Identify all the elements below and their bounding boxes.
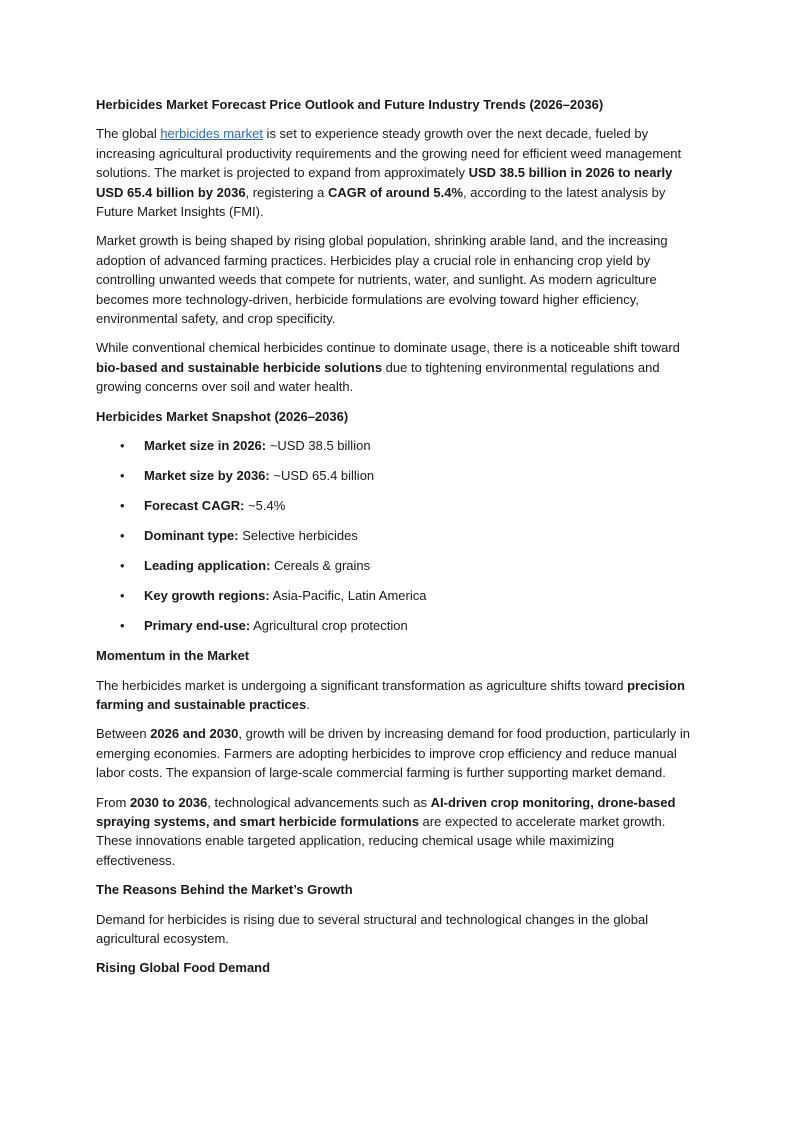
text-run: From [96, 794, 130, 810]
intro-paragraph-3 [96, 338, 696, 396]
text-run: . [306, 696, 310, 712]
momentum-paragraph-3 [96, 793, 696, 871]
rising-demand-heading: Rising Global Food Demand [96, 960, 271, 976]
bold-run: AI-driven crop monitoring, drone-based spraying systems, and smart herbicide formulations [96, 794, 676, 829]
bullet-icon: • [120, 528, 125, 544]
text-run: , growth will be driven by increasing demand for food production, particularly in emerging economies. Farmers are adopting herbicides to improve crop efficiency and reduce manual labor costs. The expansion of large-scale commercial farming is further supporting market demand. [96, 726, 691, 781]
snapshot-list [96, 436, 696, 635]
list-item [96, 556, 696, 575]
text-run: , technological advancements such as [207, 794, 431, 810]
bullet-icon: • [120, 618, 125, 634]
text-run: are expected to accelerate market growth. These innovations enable targeted application, reducing chemical usage while maximizing effectiveness. [96, 813, 666, 868]
text-run: The global [96, 126, 161, 142]
snapshot-label: Key growth regions: [144, 588, 270, 604]
text-run: due to tightening environmental regulations and growing concerns over soil and water health. [96, 359, 660, 395]
intro-paragraph-1 [96, 124, 696, 221]
bold-run: CAGR of around 5.4% [327, 184, 464, 200]
text-run: Between [96, 726, 151, 742]
document-title: Herbicides Market Forecast Price Outlook and Future Industry Trends (2026–2036) [96, 97, 604, 112]
momentum-heading: Momentum in the Market [96, 648, 250, 664]
snapshot-label: Market size by 2036: [144, 468, 270, 484]
snapshot-label: Forecast CAGR: [144, 498, 245, 514]
list-item [96, 616, 696, 635]
text-run: is set to experience steady growth over the next decade, fueled by increasing agricultural productivity requirements and the growing need for efficient weed management solutions. The market is projected to expand from approximately [96, 126, 682, 181]
snapshot-label: Dominant type: [144, 528, 239, 544]
text-run: , registering a [245, 184, 328, 200]
snapshot-label: Market size in 2026: [144, 438, 267, 454]
snapshot-value: Agricultural crop protection [250, 618, 408, 634]
list-item [96, 496, 696, 515]
snapshot-value: ~USD 65.4 billion [269, 468, 375, 484]
reasons-paragraph-1: Demand for herbicides is rising due to several structural and technological changes in the global agricultural ecosystem. [96, 911, 649, 946]
list-item [96, 526, 696, 545]
bold-run: bio-based and sustainable herbicide solutions [96, 359, 383, 375]
bold-run: precision farming and sustainable practices [96, 677, 685, 712]
bullet-icon: • [120, 468, 125, 484]
text-run: The herbicides market is undergoing a significant transformation as agriculture shifts toward [96, 677, 628, 693]
intro-paragraph-2: Market growth is being shaped by rising global population, shrinking arable land, and the increasing adoption of advanced farming practices. Herbicides play a crucial role in enhancing crop yield by controlling unwanted weeds that compete for nutrients, water, and sunlight. As modern agriculture becomes more technology-driven, herbicide formulations are evolving toward higher efficiency, environmental safety, and crop specificity. [96, 233, 668, 327]
snapshot-value: ~5.4% [244, 498, 286, 514]
bullet-icon: • [120, 438, 125, 454]
momentum-paragraph-1 [96, 676, 696, 715]
list-item [96, 436, 696, 455]
list-item [96, 466, 696, 485]
bullet-icon: • [120, 558, 125, 574]
bold-run: USD 38.5 billion in 2026 to nearly USD 65.4 billion by 2036 [96, 165, 673, 200]
bold-run: 2030 to 2036 [129, 794, 208, 810]
snapshot-label: Leading application: [144, 558, 271, 574]
snapshot-value: ~USD 38.5 billion [266, 438, 371, 454]
reasons-heading: The Reasons Behind the Market’s Growth [96, 882, 353, 898]
snapshot-value: Selective herbicides [238, 528, 358, 544]
snapshot-label: Primary end-use: [144, 618, 251, 634]
document-page [96, 95, 696, 988]
snapshot-value: Asia-Pacific, Latin America [269, 588, 427, 604]
list-item [96, 586, 696, 605]
bold-run: 2026 and 2030 [150, 726, 239, 742]
text-run: While conventional chemical herbicides continue to dominate usage, there is a noticeable shift toward [96, 340, 680, 356]
bullet-icon: • [120, 498, 125, 514]
text-run: , according to the latest analysis by Future Market Insights (FMI). [96, 184, 666, 220]
momentum-paragraph-2 [96, 724, 696, 782]
bullet-icon: • [120, 588, 125, 604]
snapshot-value: Cereals & grains [270, 558, 371, 574]
snapshot-heading: Herbicides Market Snapshot (2026–2036) [96, 408, 349, 424]
herbicides-market-link[interactable]: herbicides market [160, 126, 263, 142]
